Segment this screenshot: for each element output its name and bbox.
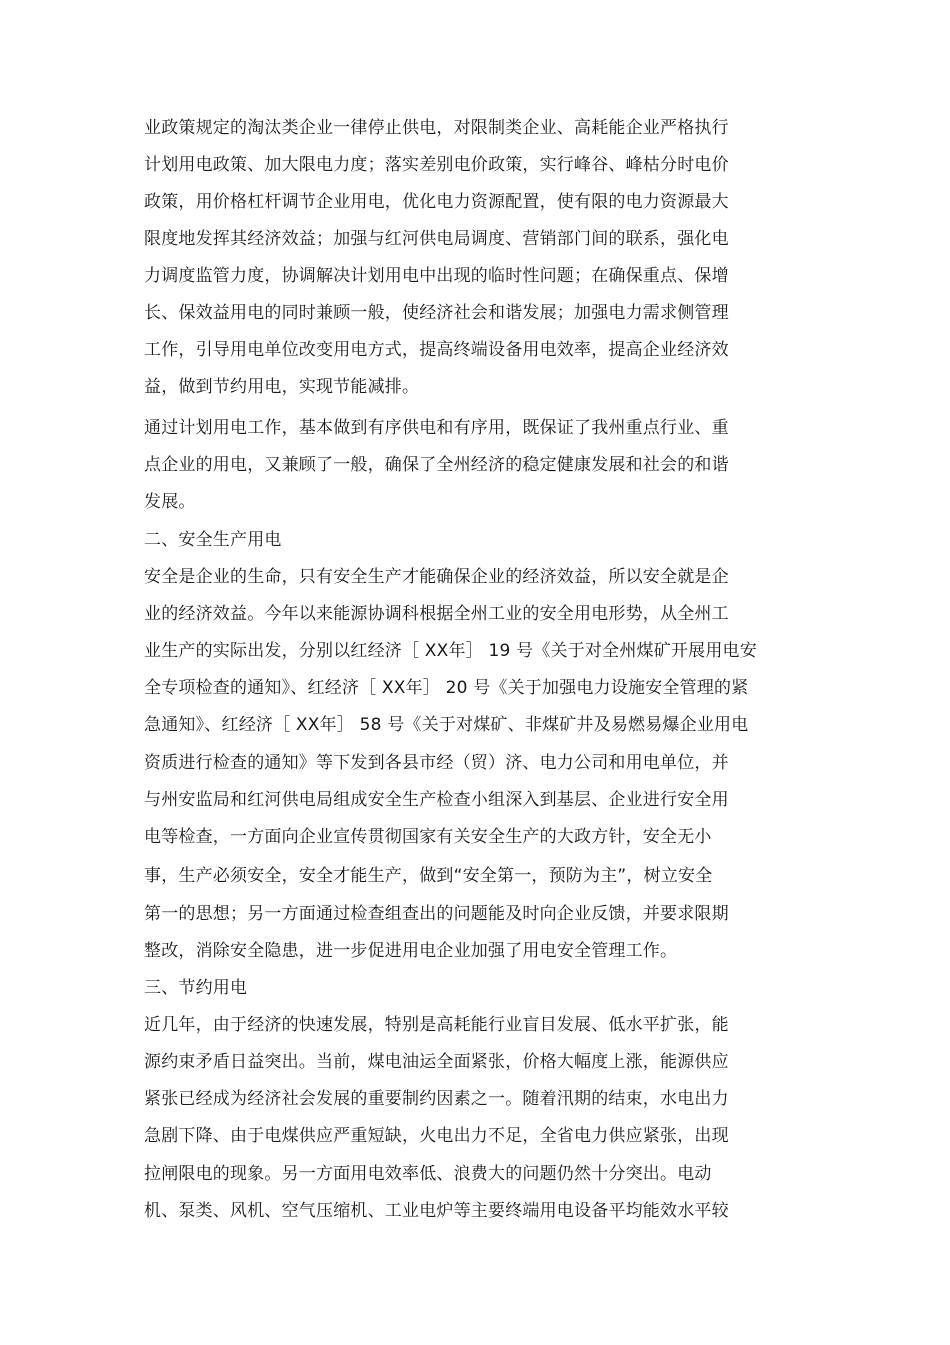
text-line: 近几年，由于经济的快速发展，特别是高耗能行业盲目发展、低水平扩张，能: [144, 1015, 729, 1035]
text-line: 事，生产必须安全，安全才能生产，做到“安全第一，预防为主”，树立安全: [144, 866, 713, 886]
text-line: 通过计划用电工作，基本做到有序供电和有序用，既保证了我州重点行业、重: [144, 418, 729, 438]
text-line: 与州安监局和红河供电局组成安全生产检查小组深入到基层、企业进行安全用: [144, 790, 729, 810]
text-line: 急通知》、红经济［ XX年］ 58 号《关于对煤矿、非煤矿井及易燃易爆企业用电: [144, 715, 749, 735]
text-line: 全专项检查的通知》、红经济［ XX年］ 20 号《关于加强电力设施安全管理的紧: [144, 678, 749, 698]
text-line: 工作，引导用电单位改变用电方式，提高终端设备用电效率，提高企业经济效: [144, 340, 729, 360]
text-line: 发展。: [144, 492, 196, 512]
text-line: 限度地发挥其经济效益；加强与红河供电局调度、营销部门间的联系，强化电: [144, 229, 729, 249]
text-line: 急剧下降、由于电煤供应严重短缺，火电出力不足，全省电力供应紧张，出现: [144, 1126, 729, 1146]
text-line: 紧张已经成为经济社会发展的重要制约因素之一。随着汛期的结束，水电出力: [144, 1089, 729, 1109]
section-heading: 三、节约用电: [144, 978, 248, 998]
text-line: 源约束矛盾日益突出。当前，煤电油运全面紧张，价格大幅度上涨，能源供应: [144, 1052, 729, 1072]
text-line: 电等检查，一方面向企业宣传贯彻国家有关安全生产的大政方针，安全无小: [144, 827, 712, 847]
text-line: 益，做到节约用电，实现节能减排。: [144, 377, 420, 397]
text-line: 长、保效益用电的同时兼顾一般，使经济社会和谐发展；加强电力需求侧管理: [144, 303, 729, 323]
text-line: 点企业的用电，又兼顾了一般，确保了全州经济的稳定健康发展和社会的和谐: [144, 455, 729, 475]
text-line: 业政策规定的淘汰类企业一律停止供电，对限制类企业、高耗能企业严格执行: [144, 118, 729, 138]
text-line: 资质进行检查的通知》等下发到各县市经（贸）济、电力公司和用电单位，并: [144, 753, 729, 773]
text-line: 整改，消除安全隐患，进一步促进用电企业加强了用电安全管理工作。: [144, 941, 678, 961]
text-line: 业的经济效益。今年以来能源协调科根据全州工业的安全用电形势，从全州工: [144, 604, 729, 624]
text-line: 计划用电政策、加大限电力度；落实差别电价政策，实行峰谷、峰枯分时电价: [144, 155, 729, 175]
text-line: 第一的思想；另一方面通过检查组查出的问题能及时向企业反馈，并要求限期: [144, 904, 729, 924]
text-line: 拉闸限电的现象。另一方面用电效率低、浪费大的问题仍然十分突出。电动: [144, 1164, 712, 1184]
text-line: 安全是企业的生命，只有安全生产才能确保企业的经济效益，所以安全就是企: [144, 567, 729, 587]
section-heading: 二、安全生产用电: [144, 530, 282, 550]
text-line: 政策，用价格杠杆调节企业用电，优化电力资源配置，使有限的电力资源最大: [144, 192, 729, 212]
text-line: 业生产的实际出发，分别以红经济［ XX年］ 19 号《关于对全州煤矿开展用电安: [144, 641, 757, 661]
text-line: 机、泵类、风机、空气压缩机、工业电炉等主要终端用电设备平均能效水平较: [144, 1201, 729, 1221]
text-line: 力调度监管力度，协调解决计划用电中出现的临时性问题；在确保重点、保增: [144, 266, 729, 286]
